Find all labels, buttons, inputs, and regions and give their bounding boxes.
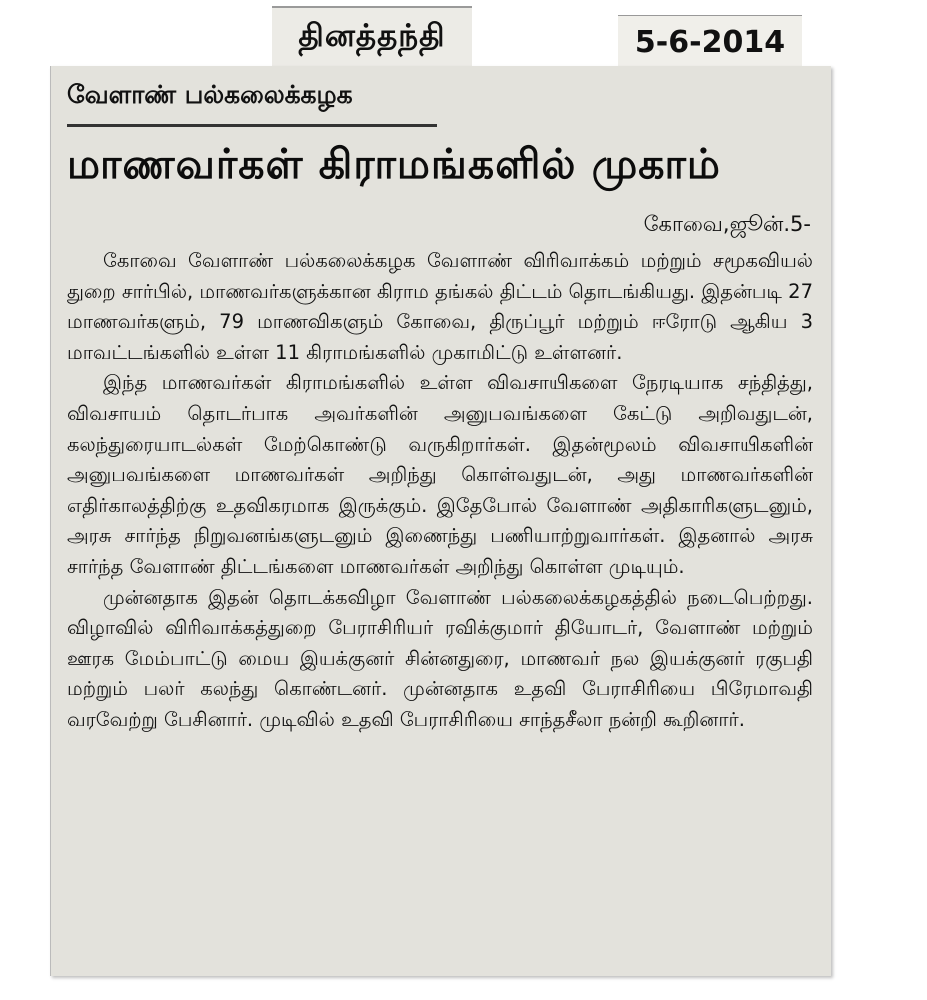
article-headline: மாணவர்கள் கிராமங்களில் முகாம்: [67, 140, 721, 188]
publication-date: 5-6-2014: [618, 15, 802, 73]
article-body: [67, 246, 813, 736]
article-paragraph: முன்னதாக இதன் தொடக்கவிழா வேளாண் பல்கலைக்கழகத்தில் நடைபெற்றது. விழாவில் விரிவாக்கத்துறை பேராசிரியர் ரவிக்குமார் தியோடர், வேளாண் மற்றும் ஊரக மேம்பாட்டு மைய இயக்குனர் சின்னதுரை, மாணவர் நல இயக்குனர் ரகுபதி மற்றும் பலர் கலந்து கொண்டனர். முன்னதாக உதவி பேராசிரியை பிரேமாவதி வரவேற்று பேசினார். முடிவில் உதவி பேராசிரியை சாந்தசீலா நன்றி கூறினார்.: [67, 585, 813, 731]
article-kicker: வேளாண் பல்கலைக்கழக: [67, 80, 353, 109]
kicker-underline: [67, 124, 437, 127]
article-dateline: கோவை,ஜூன்.5-: [643, 212, 811, 236]
article-paragraph: இந்த மாணவர்கள் கிராமங்களில் உள்ள விவசாயிகளை நேரடியாக சந்தித்து, விவசாயம் தொடர்பாக அவர்களின் அனுபவங்களை கேட்டு அறிவதுடன், கலந்துரையாடல்கள் மேற்கொண்டு வருகிறார்கள். இதன்மூலம் விவசாயிகளின் அனுபவங்களை மாணவர்கள் அறிந்து கொள்வதுடன், அது மாணவர்களின் எதிர்காலத்திற்கு உதவிகரமாக இருக்கும். இதேபோல் வேளாண் அதிகாரிகளுடனும், அரசு சார்ந்த நிறுவனங்களுடனும் இணைந்து பணியாற்றுவார்கள். இதனால் அரசு சார்ந்த வேளாண் திட்டங்களை மாணவர்கள் அறிந்து கொள்ள முடியும்.: [67, 371, 813, 578]
article-paragraph: கோவை வேளாண் பல்கலைக்கழக வேளாண் விரிவாக்கம் மற்றும் சமூகவியல் துறை சார்பில், மாணவர்களுக்கான கிராம தங்கல் திட்டம் தொடங்கியது. இதன்படி 27 மாணவர்களும், 79 மாணவிகளும் கோவை, திருப்பூர் மற்றும் ஈரோடு ஆகிய 3 மாவட்டங்களில் உள்ள 11 கிராமங்களில் முகாமிட்டு உள்ளனர்.: [67, 249, 813, 364]
newspaper-clipping: [50, 66, 831, 976]
bleed-through-text: [521, 78, 821, 148]
newspaper-masthead: தினத்தந்தி: [272, 6, 472, 70]
